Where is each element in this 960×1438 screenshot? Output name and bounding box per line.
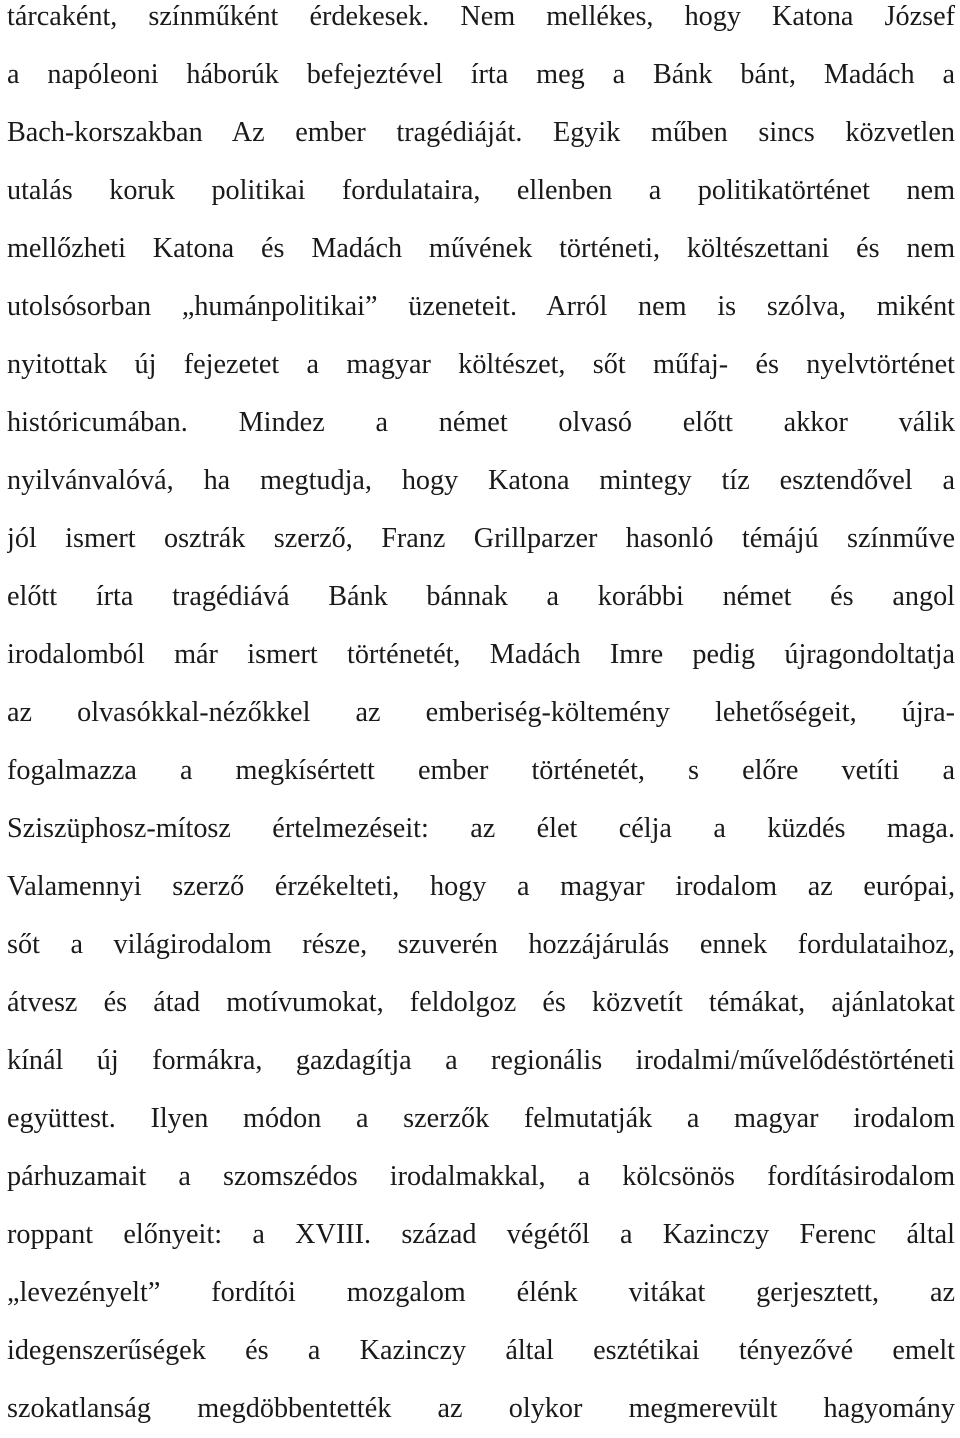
text-line: együttest. Ilyen módon a szerzők felmutatják a magyar irodalom [7, 1103, 955, 1134]
document-page [7, 0, 955, 1438]
text-line: idegenszerűségek és a Kazinczy által esztétikai tényezővé emelt [7, 1335, 955, 1366]
text-line: nyilvánvalóvá, ha megtudja, hogy Katona mintegy tíz esztendővel a [7, 465, 955, 496]
text-line: utolsósorban „humánpolitikai” üzeneteit. Arról nem is szólva, miként [7, 291, 955, 322]
text-line: Sziszüphosz-mítosz értelmezéseit: az élet célja a küzdés maga. [7, 813, 955, 844]
text-line: az olvasókkal-nézőkkel az emberiség-költemény lehetőségeit, újra- [7, 697, 955, 728]
text-line: fogalmazza a megkísértett ember történetét, s előre vetíti a [7, 755, 955, 786]
text-line: mellőzheti Katona és Madách művének történeti, költészettani és nem [7, 233, 955, 264]
text-line: „levezényelt” fordítói mozgalom élénk vitákat gerjesztett, az [7, 1277, 955, 1308]
text-line: Valamennyi szerző érzékelteti, hogy a magyar irodalom az európai, [7, 871, 955, 902]
text-line: szokatlanság megdöbbentették az olykor megmerevült hagyomány [7, 1393, 955, 1424]
text-line: jól ismert osztrák szerző, Franz Grillparzer hasonló témájú színműve [7, 523, 955, 554]
text-line: irodalomból már ismert történetét, Madách Imre pedig újragondoltatja [7, 639, 955, 670]
text-line: tárcaként, színműként érdekesek. Nem mellékes, hogy Katona József [7, 1, 955, 32]
text-line: nyitottak új fejezetet a magyar költészet, sőt műfaj- és nyelvtörténet [7, 349, 955, 380]
text-line: roppant előnyeit: a XVIII. század végétől a Kazinczy Ferenc által [7, 1219, 955, 1250]
text-line: kínál új formákra, gazdagítja a regionális irodalmi/művelődéstörténeti [7, 1045, 955, 1076]
text-line: sőt a világirodalom része, szuverén hozzájárulás ennek fordulataihoz, [7, 929, 955, 960]
text-line: Bach-korszakban Az ember tragédiáját. Egyik műben sincs közvetlen [7, 117, 955, 148]
text-line: előtt írta tragédiává Bánk bánnak a korábbi német és angol [7, 581, 955, 612]
text-line: a napóleoni háborúk befejeztével írta meg a Bánk bánt, Madách a [7, 59, 955, 90]
text-line: utalás koruk politikai fordulataira, ellenben a politikatörténet nem [7, 175, 955, 206]
text-line: históricumában. Mindez a német olvasó előtt akkor válik [7, 407, 955, 438]
text-line: párhuzamait a szomszédos irodalmakkal, a kölcsönös fordításirodalom [7, 1161, 955, 1192]
text-line: átvesz és átad motívumokat, feldolgoz és közvetít témákat, ajánlatokat [7, 987, 955, 1018]
